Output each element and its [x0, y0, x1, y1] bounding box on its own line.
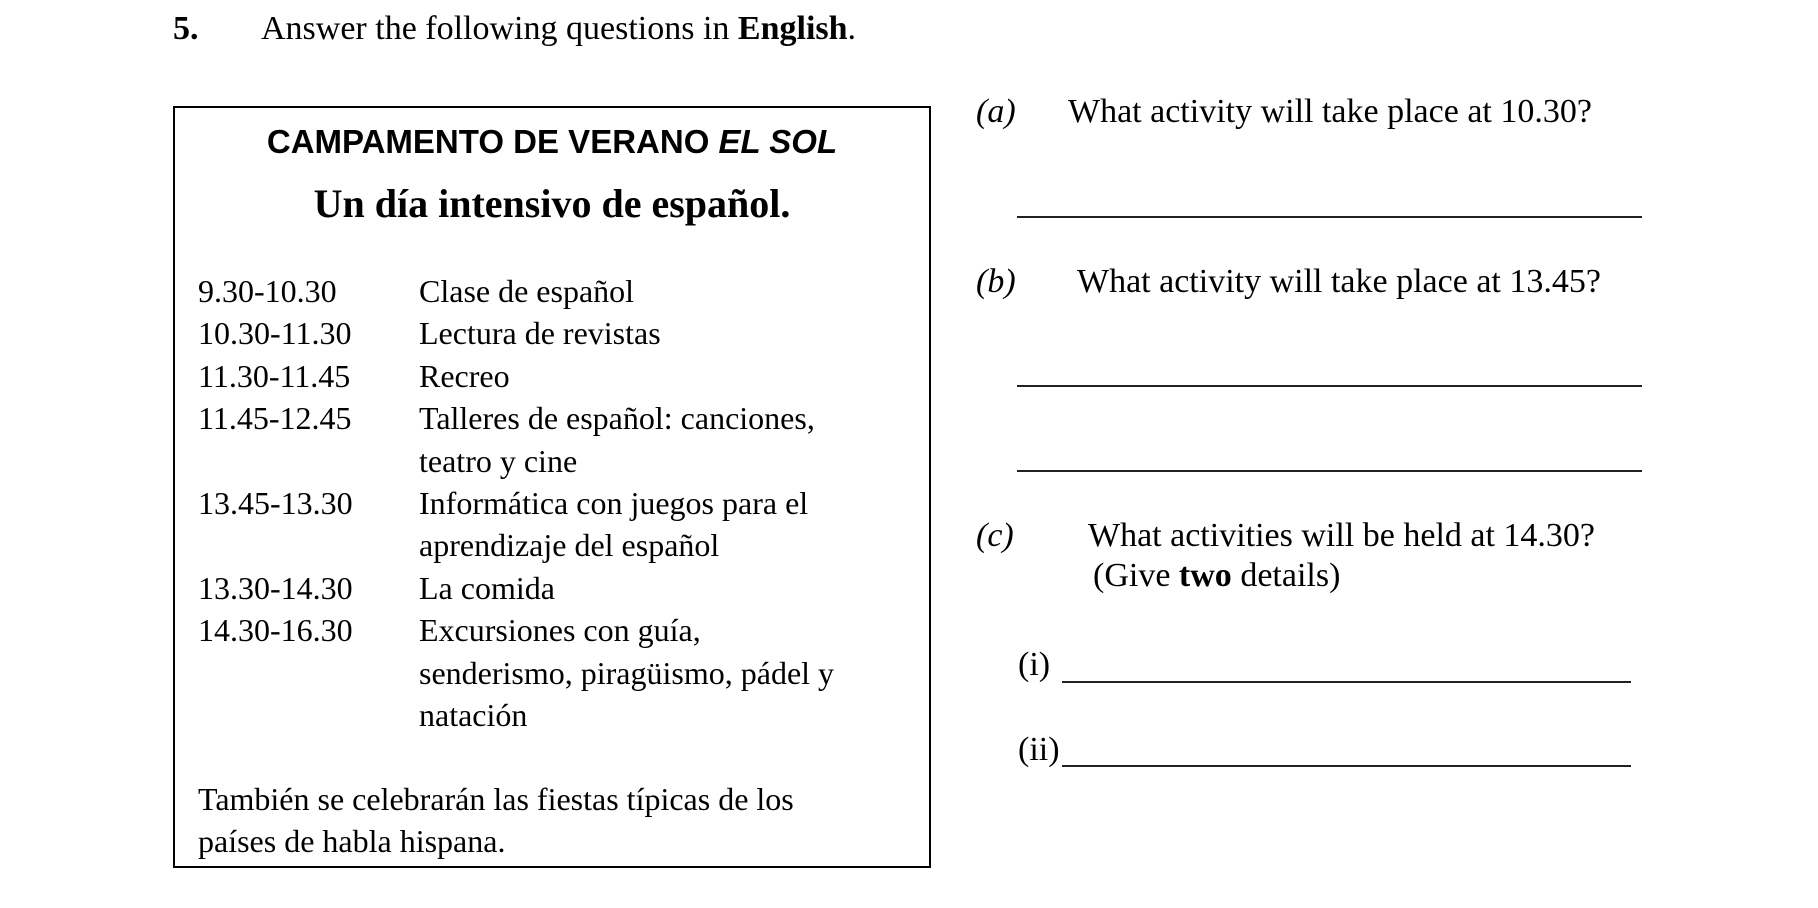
schedule-time: 14.30-16.30: [198, 612, 353, 649]
activity-line: La comida: [419, 569, 555, 606]
schedule-time: 13.30-14.30: [198, 569, 353, 606]
schedule-row: [198, 270, 834, 312]
answer-line-c-ii[interactable]: [1062, 765, 1631, 767]
question-c-text: What activities will be held at 14.30?: [1088, 517, 1596, 554]
schedule-row: [198, 567, 834, 609]
note-line: países de habla hispana.: [198, 823, 506, 860]
answer-line-b-1[interactable]: [1017, 385, 1642, 387]
schedule-title: [175, 122, 929, 162]
hint-prefix: (Give: [1093, 557, 1179, 594]
sub-label-i: (i): [1018, 646, 1051, 683]
question-a-text: What activity will take place at 10.30?: [1068, 93, 1592, 130]
note-line: También se celebrarán las fiestas típicas de los: [198, 781, 794, 817]
schedule-row: [198, 609, 834, 736]
question-instruction: [261, 9, 856, 49]
schedule-title-plain: CAMPAMENTO DE VERANO: [266, 123, 719, 160]
schedule-row: [198, 312, 834, 354]
answer-line-a[interactable]: [1017, 216, 1642, 218]
activity-line: natación: [419, 697, 528, 734]
instruction-suffix: .: [847, 10, 857, 47]
schedule-subtitle: Un día intensivo de español.: [313, 181, 791, 226]
schedule-title-italic: EL SOL: [718, 123, 838, 160]
activity-line: Clase de español: [419, 273, 635, 309]
schedule-row: [198, 397, 834, 482]
answer-line-b-2[interactable]: [1017, 470, 1642, 472]
schedule-activity: [419, 567, 555, 609]
hint-count: two: [1178, 557, 1232, 594]
hint-suffix: details): [1231, 557, 1341, 594]
activity-line: Talleres de español: canciones,: [419, 400, 815, 437]
schedule-list: [198, 270, 834, 736]
answer-line-c-i[interactable]: [1062, 681, 1631, 683]
question-number: 5.: [173, 10, 199, 47]
schedule-activity: [419, 397, 815, 482]
schedule-time: 11.30-11.45: [198, 357, 351, 394]
instruction-language: English: [737, 10, 848, 47]
schedule-row: [198, 482, 834, 567]
instruction-prefix: Answer the following questions in: [261, 10, 738, 47]
question-c-hint: [1093, 556, 1340, 596]
activity-line: Recreo: [419, 357, 510, 394]
schedule-time: 13.45-13.30: [198, 485, 353, 522]
activity-line: senderismo, piragüismo, pádel y: [419, 654, 835, 691]
schedule-time: 9.30-10.30: [198, 273, 337, 309]
question-b-label: (b): [976, 263, 1016, 300]
sub-label-ii: (ii): [1018, 731, 1060, 768]
activity-line: Excursiones con guía,: [419, 612, 701, 649]
schedule-activity: [419, 270, 634, 312]
activity-line: Lectura de revistas: [419, 315, 661, 352]
activity-line: aprendizaje del español: [419, 527, 720, 564]
schedule-activity: [419, 482, 808, 567]
schedule-time: 11.45-12.45: [198, 400, 352, 437]
activity-line: Informática con juegos para el: [419, 485, 809, 522]
schedule-activity: [419, 355, 510, 397]
activity-line: teatro y cine: [419, 442, 578, 479]
schedule-row: [198, 355, 834, 397]
schedule-activity: [419, 312, 661, 354]
schedule-activity: [419, 609, 834, 736]
question-b-text: What activity will take place at 13.45?: [1077, 263, 1601, 300]
schedule-box: [173, 106, 931, 868]
question-a-label: (a): [976, 93, 1016, 130]
schedule-note: [198, 778, 794, 863]
schedule-time: 10.30-11.30: [198, 315, 352, 352]
question-c-label: (c): [976, 517, 1014, 554]
